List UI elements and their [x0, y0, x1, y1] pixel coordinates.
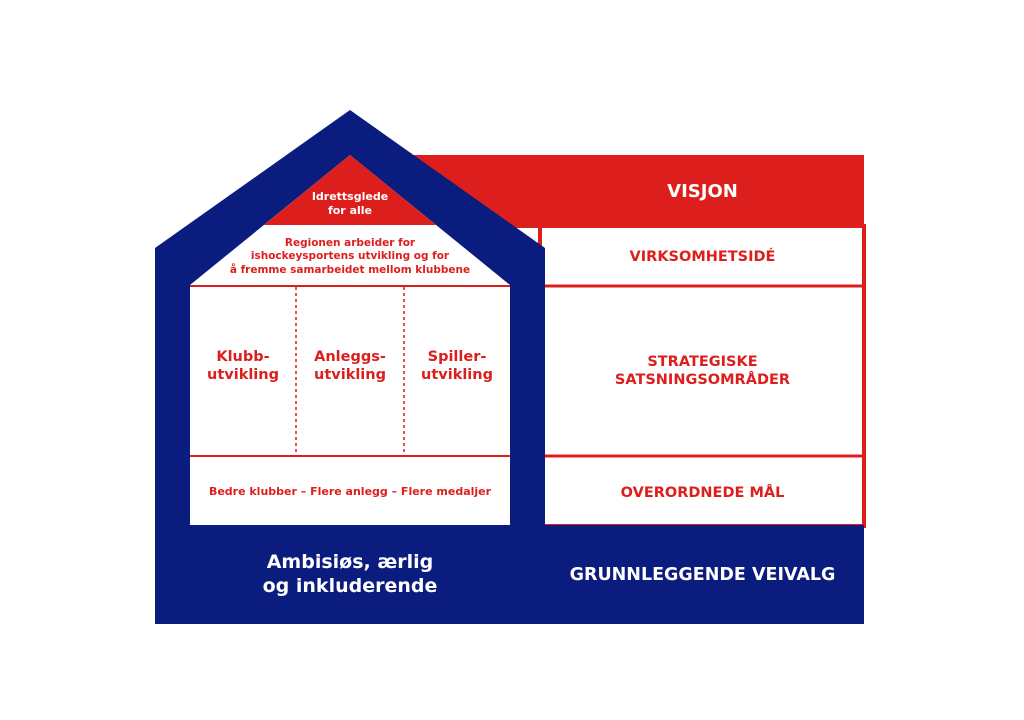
pillar-label: Klubb- utvikling [207, 348, 279, 383]
roof-top-text: Idrettsglede for alle [311, 190, 389, 217]
pillar-label: Anleggs- utvikling [314, 348, 386, 383]
fundamental-choices-label: GRUNNLEGGENDE VEIVALG [569, 565, 836, 586]
goals-text: Bedre klubber – Flere anlegg – Flere medaljer [208, 485, 492, 499]
overall-goals-label: OVERORDNEDE MÅL [620, 484, 785, 501]
foundation-text: Ambisiøs, ærlig og inkluderende [262, 551, 438, 597]
strategic-areas-label: STRATEGISKE SATSNINGSOMRÅDER [614, 353, 791, 388]
business-idea-label: VIRKSOMHETSIDÉ [629, 248, 776, 265]
pillar-label: Spiller- utvikling [421, 348, 493, 383]
roof-mid-text: Regionen arbeider for ishockeysportens utvikling og for å fremme samarbeidet mellom klubbene [229, 236, 471, 276]
vision-label: VISJON [667, 180, 738, 202]
